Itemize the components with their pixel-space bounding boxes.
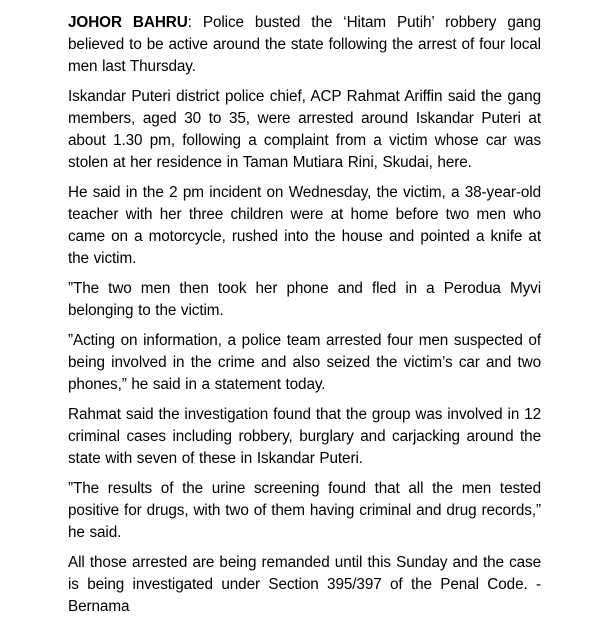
article-paragraph: [68, 86, 541, 174]
article-paragraph: [68, 478, 541, 544]
paragraph-text: ”The results of the urine screening found that all the men tested positive for drugs, with two of them having criminal and drug records,” he said.: [68, 480, 541, 541]
article-paragraph: [68, 278, 541, 322]
paragraph-text: Iskandar Puteri district police chief, ACP Rahmat Ariffin said the gang members, aged 30 to 35, were arrested around Iskandar Puteri at about 1.30 pm, following a complaint from a victim whose car was stolen at her residence in Taman Mutiara Rini, Skudai, here.: [68, 88, 541, 171]
paragraph-text: ”Acting on information, a police team arrested four men suspected of being involved in the crime and also seized the victim’s car and two phones,” he said in a statement today.: [68, 332, 541, 393]
paragraph-text: ”The two men then took her phone and fled in a Perodua Myvi belonging to the victim.: [68, 280, 541, 319]
paragraph-text: Rahmat said the investigation found that the group was involved in 12 criminal cases including robbery, burglary and carjacking around the state with seven of these in Iskandar Puteri.: [68, 406, 541, 467]
paragraph-text: : Police busted the ‘Hitam Putih’ robbery gang believed to be active around the state following the arrest of four local men last Thursday.: [68, 14, 541, 75]
paragraph-text: All those arrested are being remanded until this Sunday and the case is being investigated under Section 395/397 of the Penal Code. - Bernama: [68, 554, 541, 615]
article-paragraph: [68, 552, 541, 618]
article-paragraph: [68, 182, 541, 270]
dateline: JOHOR BAHRU: [68, 14, 188, 31]
article-paragraph: [68, 404, 541, 470]
article-paragraph: [68, 12, 541, 78]
article-paragraph: [68, 330, 541, 396]
paragraph-text: He said in the 2 pm incident on Wednesday, the victim, a 38-year-old teacher with her three children were at home before two men who came on a motorcycle, rushed into the house and pointed a knife at the victim.: [68, 184, 541, 267]
